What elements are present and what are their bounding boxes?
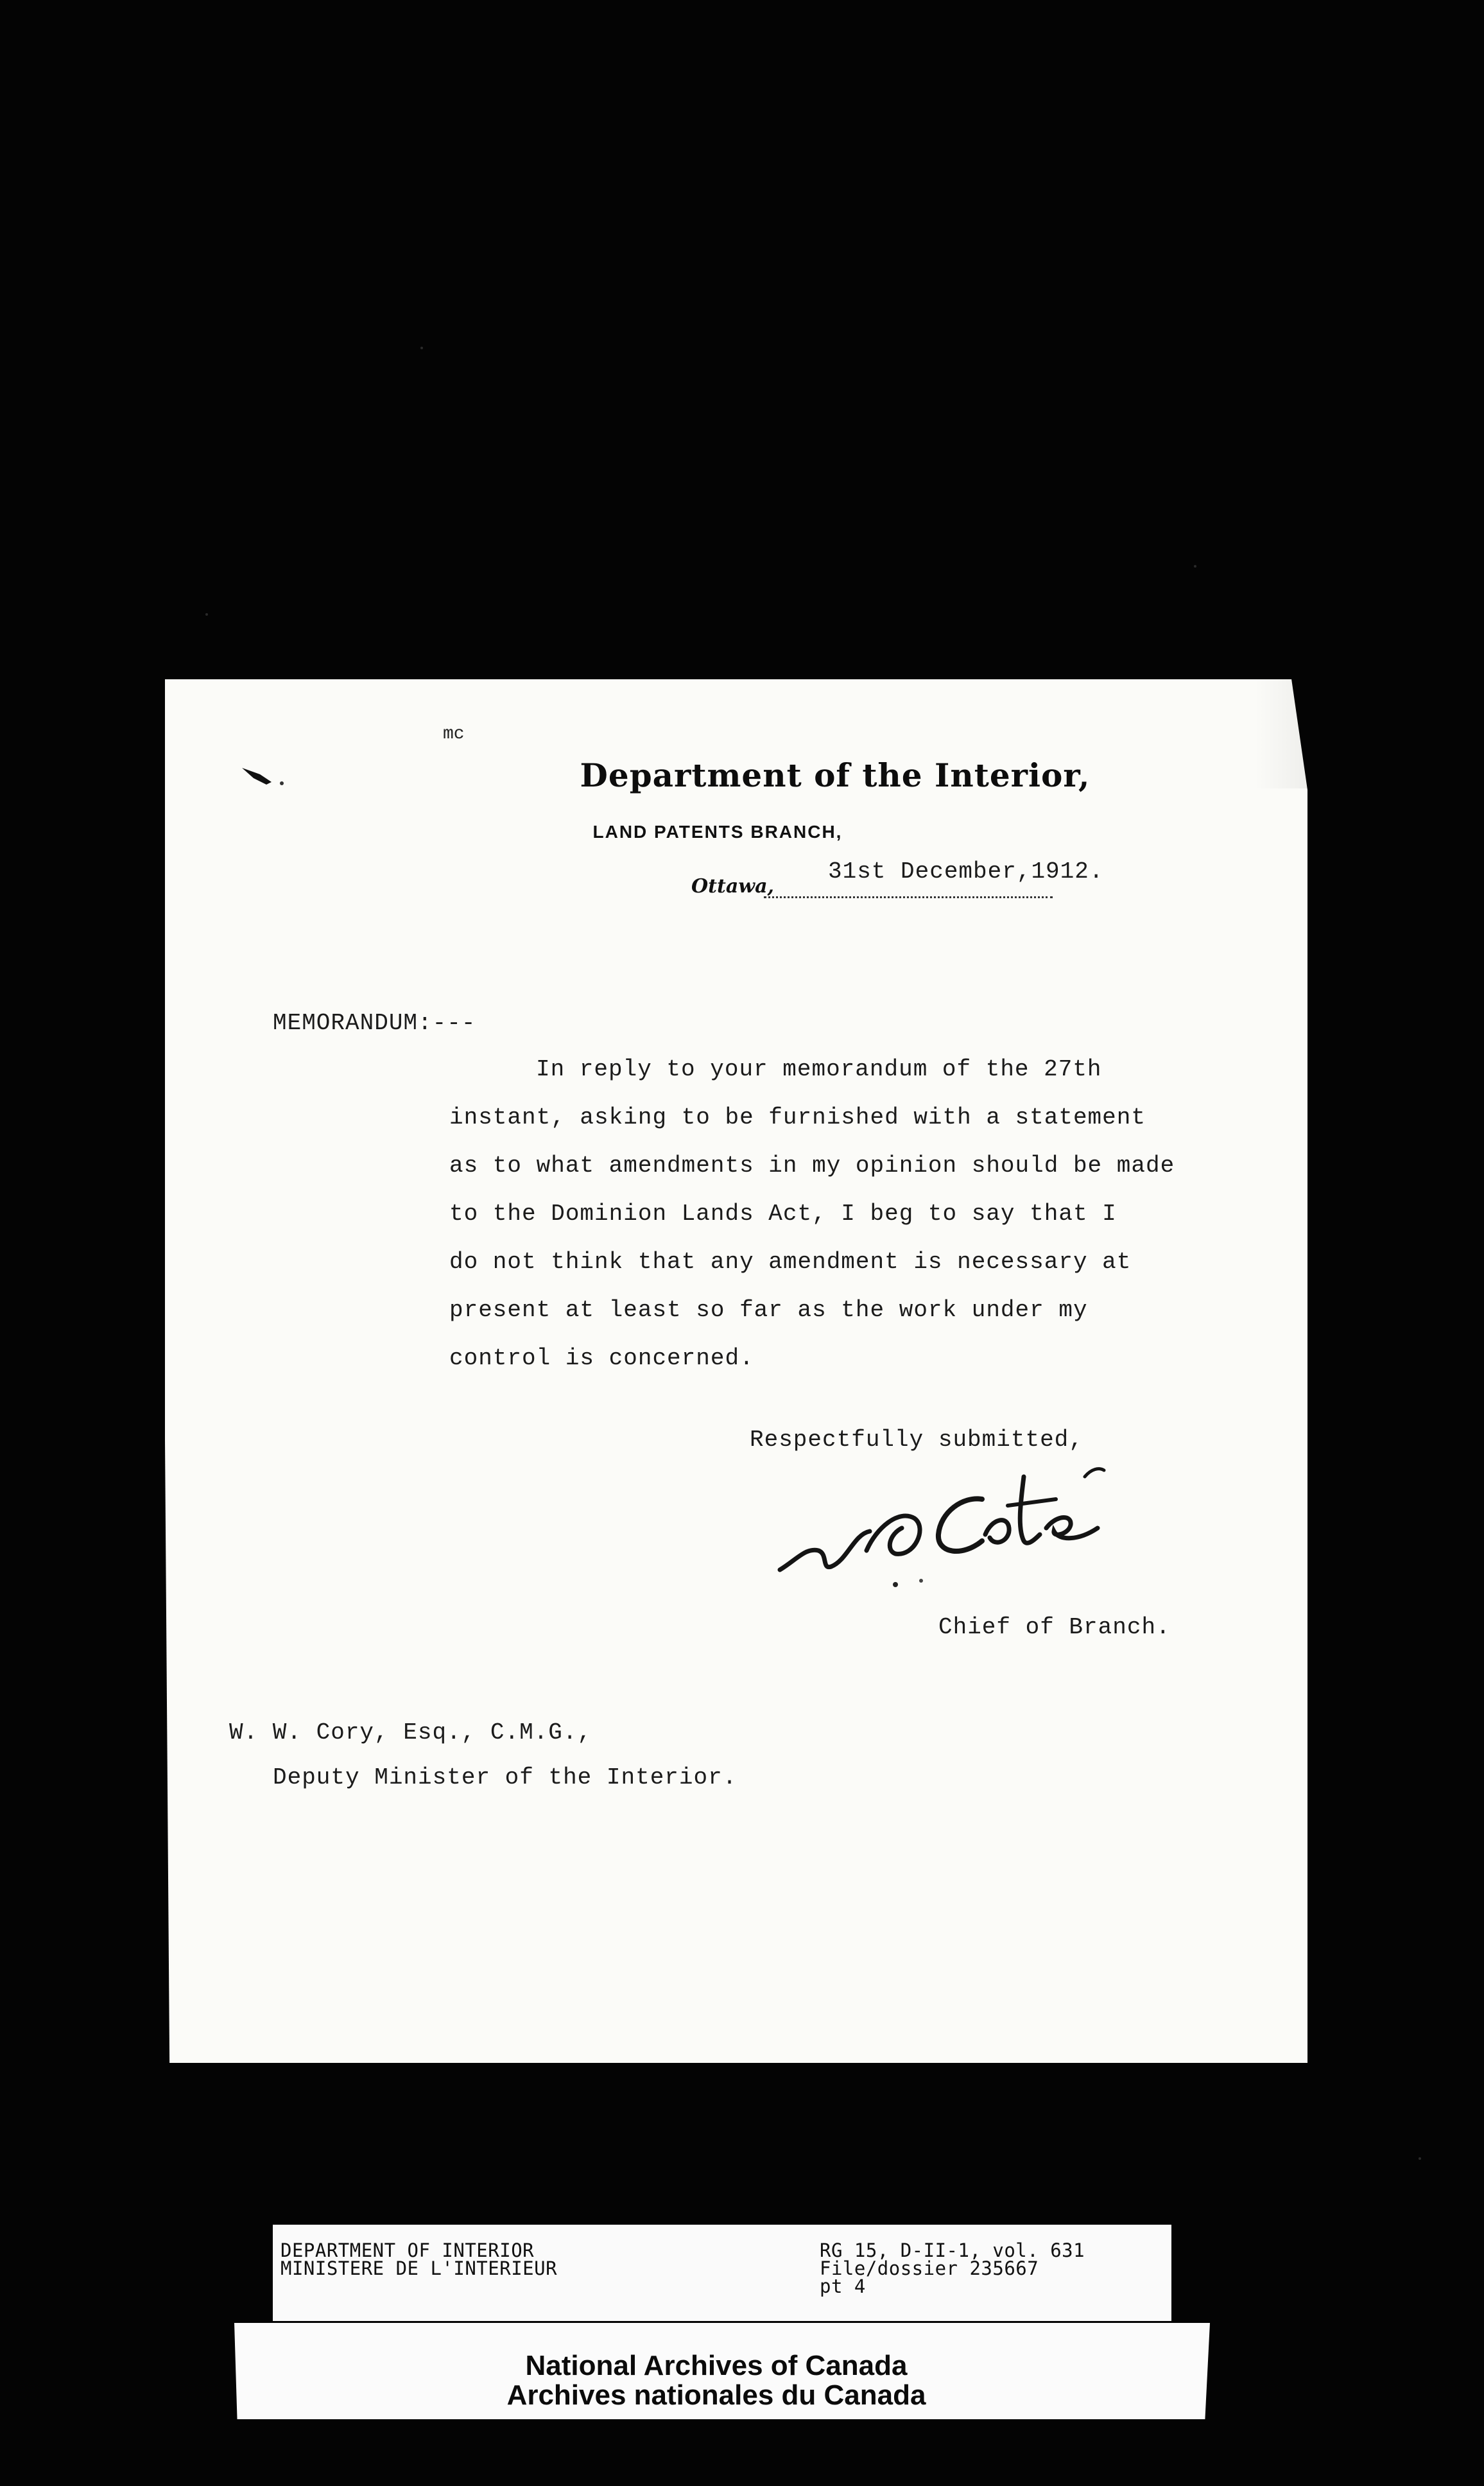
catalog-dept-fr: MINISTERE DE L'INTERIEUR xyxy=(280,2257,558,2279)
signatory-title: Chief of Branch. xyxy=(938,1614,1171,1640)
catalog-part: pt 4 xyxy=(820,2275,866,2297)
film-speck xyxy=(1194,565,1196,568)
catalog-dept-en: DEPARTMENT OF INTERIOR xyxy=(280,2239,535,2261)
typist-initials: mc xyxy=(443,724,465,744)
letter-date: 31st December,1912. xyxy=(828,858,1104,885)
body-line: to the Dominion Lands Act, I beg to say that I xyxy=(449,1201,1117,1227)
addressee-name: W. W. Cory, Esq., C.M.G., xyxy=(229,1719,592,1746)
body-line: as to what amendments in my opinion should be made xyxy=(449,1152,1175,1179)
body-line: present at least so far as the work under my xyxy=(449,1297,1088,1323)
closing-line: Respectfully submitted, xyxy=(750,1427,1083,1453)
catalog-file: File/dossier 235667 xyxy=(820,2257,1039,2279)
department-heading: Department of the Interior, xyxy=(580,756,1091,794)
memo-label: MEMORANDUM:--- xyxy=(273,1010,476,1036)
place-label: Ottawa, xyxy=(691,875,774,898)
film-speck xyxy=(420,347,423,349)
branch-heading: LAND PATENTS BRANCH, xyxy=(592,822,843,842)
body-line: do not think that any amendment is necessary at xyxy=(449,1249,1132,1275)
handwritten-signature xyxy=(770,1438,1220,1599)
body-line: In reply to your memorandum of the 27th xyxy=(536,1056,1102,1082)
film-speck xyxy=(205,613,208,616)
addressee-title: Deputy Minister of the Interior. xyxy=(273,1764,738,1791)
body-line: instant, asking to be furnished with a statement xyxy=(449,1104,1146,1131)
date-rule xyxy=(764,896,1053,898)
film-speck xyxy=(1419,2157,1421,2160)
catalog-reference: RG 15, D-II-1, vol. 631 xyxy=(820,2239,1085,2261)
archive-name-en: National Archives of Canada xyxy=(525,2350,908,2381)
archive-name-fr: Archives nationales du Canada xyxy=(506,2379,926,2411)
body-line: control is concerned. xyxy=(449,1345,754,1371)
